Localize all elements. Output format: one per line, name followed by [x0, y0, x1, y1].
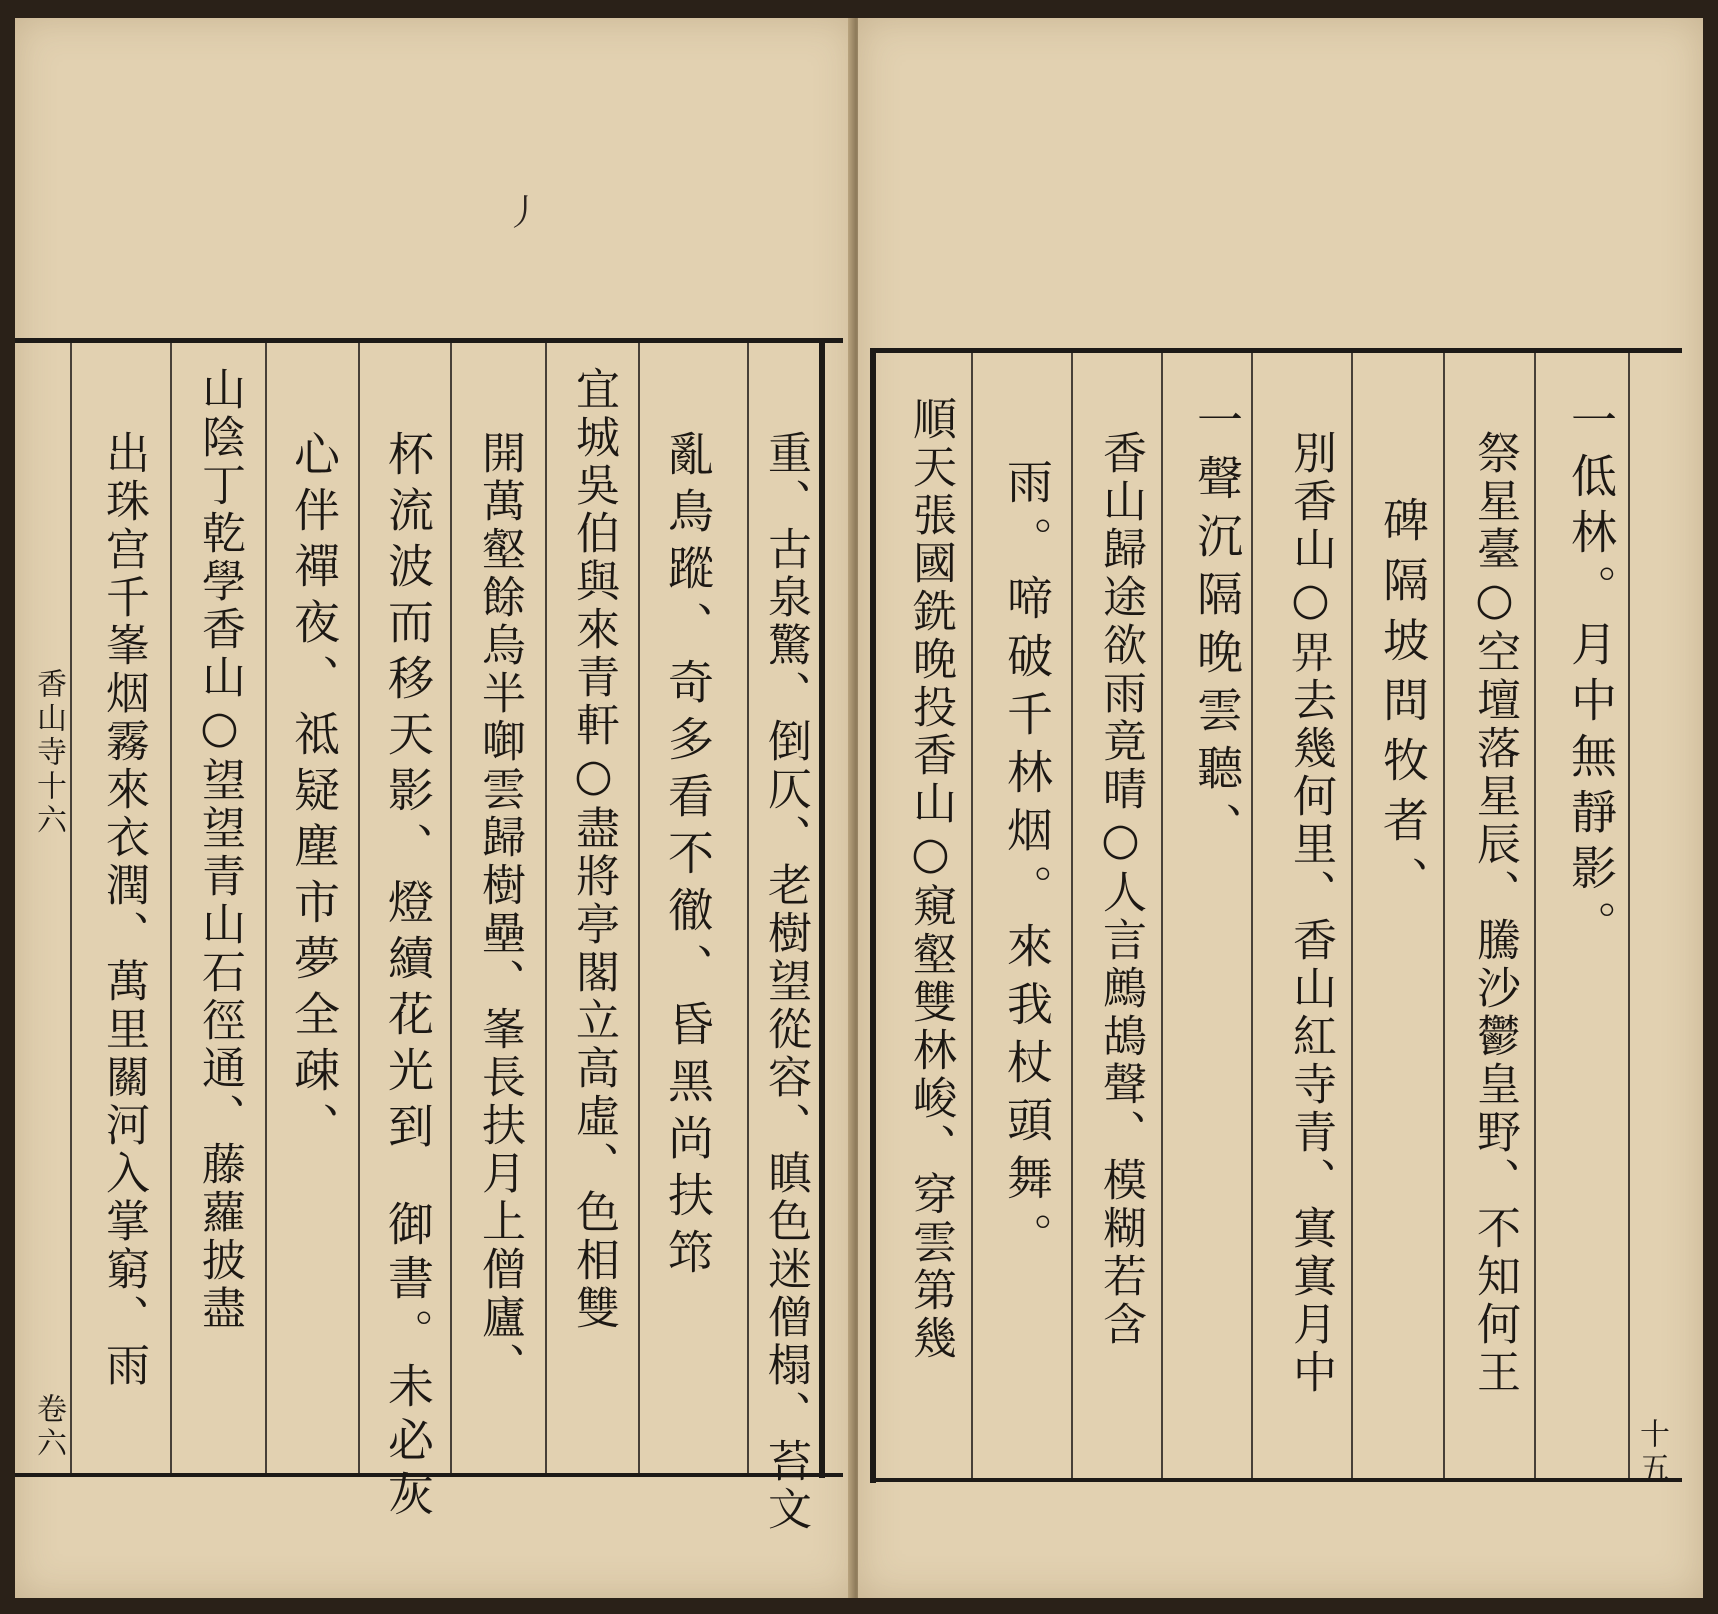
column-rule [545, 343, 547, 1473]
text-column: 別香山○𢌿去幾何里、香山紅寺青、寘寘月中 [1285, 430, 1336, 1397]
column-rule [1351, 353, 1353, 1478]
column-rule [358, 343, 360, 1473]
margin-volume: 卷六 [31, 1393, 66, 1461]
text-column: 開萬壑餘烏半啣雲歸樹壘、峯長扶月上僧廬、 [474, 430, 525, 1390]
top-border [870, 348, 1682, 353]
left-page [15, 18, 855, 1598]
text-column: 心伴禪夜、祗疑塵市夢全疎、 [287, 430, 341, 1158]
column-rule [1628, 353, 1630, 1478]
text-column: 順天張國銑晚投香山○窺壑雙林峻、穿雲第幾 [905, 396, 956, 1363]
text-column: 一低林。月中無靜影。 [1564, 396, 1618, 956]
column-rule [265, 343, 267, 1473]
text-column: 宜城吳伯與來青軒○盡將亭閣立高虛、色相雙 [568, 366, 619, 1333]
text-column: 香山歸途欲雨竟晴○人言鷓鴣聲、模糊若含 [1095, 430, 1146, 1349]
stray-ink-mark: 丿 [500, 193, 541, 229]
top-border [15, 338, 843, 343]
text-column: 杯流波而移天影、燈續花光到 [381, 430, 435, 1158]
text-column: 碑隔坡問牧者、 [1376, 496, 1430, 916]
text-column: 一聲沉隔晚雲聽、 [1190, 396, 1244, 860]
column-rule [1251, 353, 1253, 1478]
text-column: 重、古泉驚、倒仄、老樹望從容、瞋色迷僧榻、苔文 [760, 430, 811, 1534]
text-column: 亂鳥蹤、奇多看不徹、昏黑尚扶筇 [661, 430, 715, 1285]
column-rule [450, 343, 452, 1473]
margin-title: 香山寺十六 [31, 668, 66, 838]
text-column: 御書。未必灰 [381, 1200, 435, 1524]
column-rule [1161, 353, 1163, 1478]
text-column: 出珠宫千峯烟霧來衣潤、萬里關河入掌窮、雨 [98, 430, 149, 1390]
column-rule [170, 343, 172, 1473]
outer-border [819, 338, 825, 1478]
text-column: 雨。啼破千林烟。來我杖頭舞。 [1000, 458, 1054, 1270]
column-rule [1534, 353, 1536, 1478]
text-column: 祭星臺○空壇落星辰、騰沙鬱皇野、不知何王 [1469, 430, 1520, 1397]
column-rule [70, 343, 72, 1473]
bottom-border [870, 1478, 1682, 1482]
folio-number: 十五 [1634, 1418, 1669, 1486]
column-rule [747, 343, 749, 1473]
right-page [858, 18, 1703, 1598]
outer-border [870, 348, 876, 1483]
column-rule [1443, 353, 1445, 1478]
column-rule [1071, 353, 1073, 1478]
column-rule [971, 353, 973, 1478]
column-rule [638, 343, 640, 1473]
text-column: 山陰丁乾學香山○望望青山石徑通、藤蘿披盡 [194, 366, 245, 1333]
